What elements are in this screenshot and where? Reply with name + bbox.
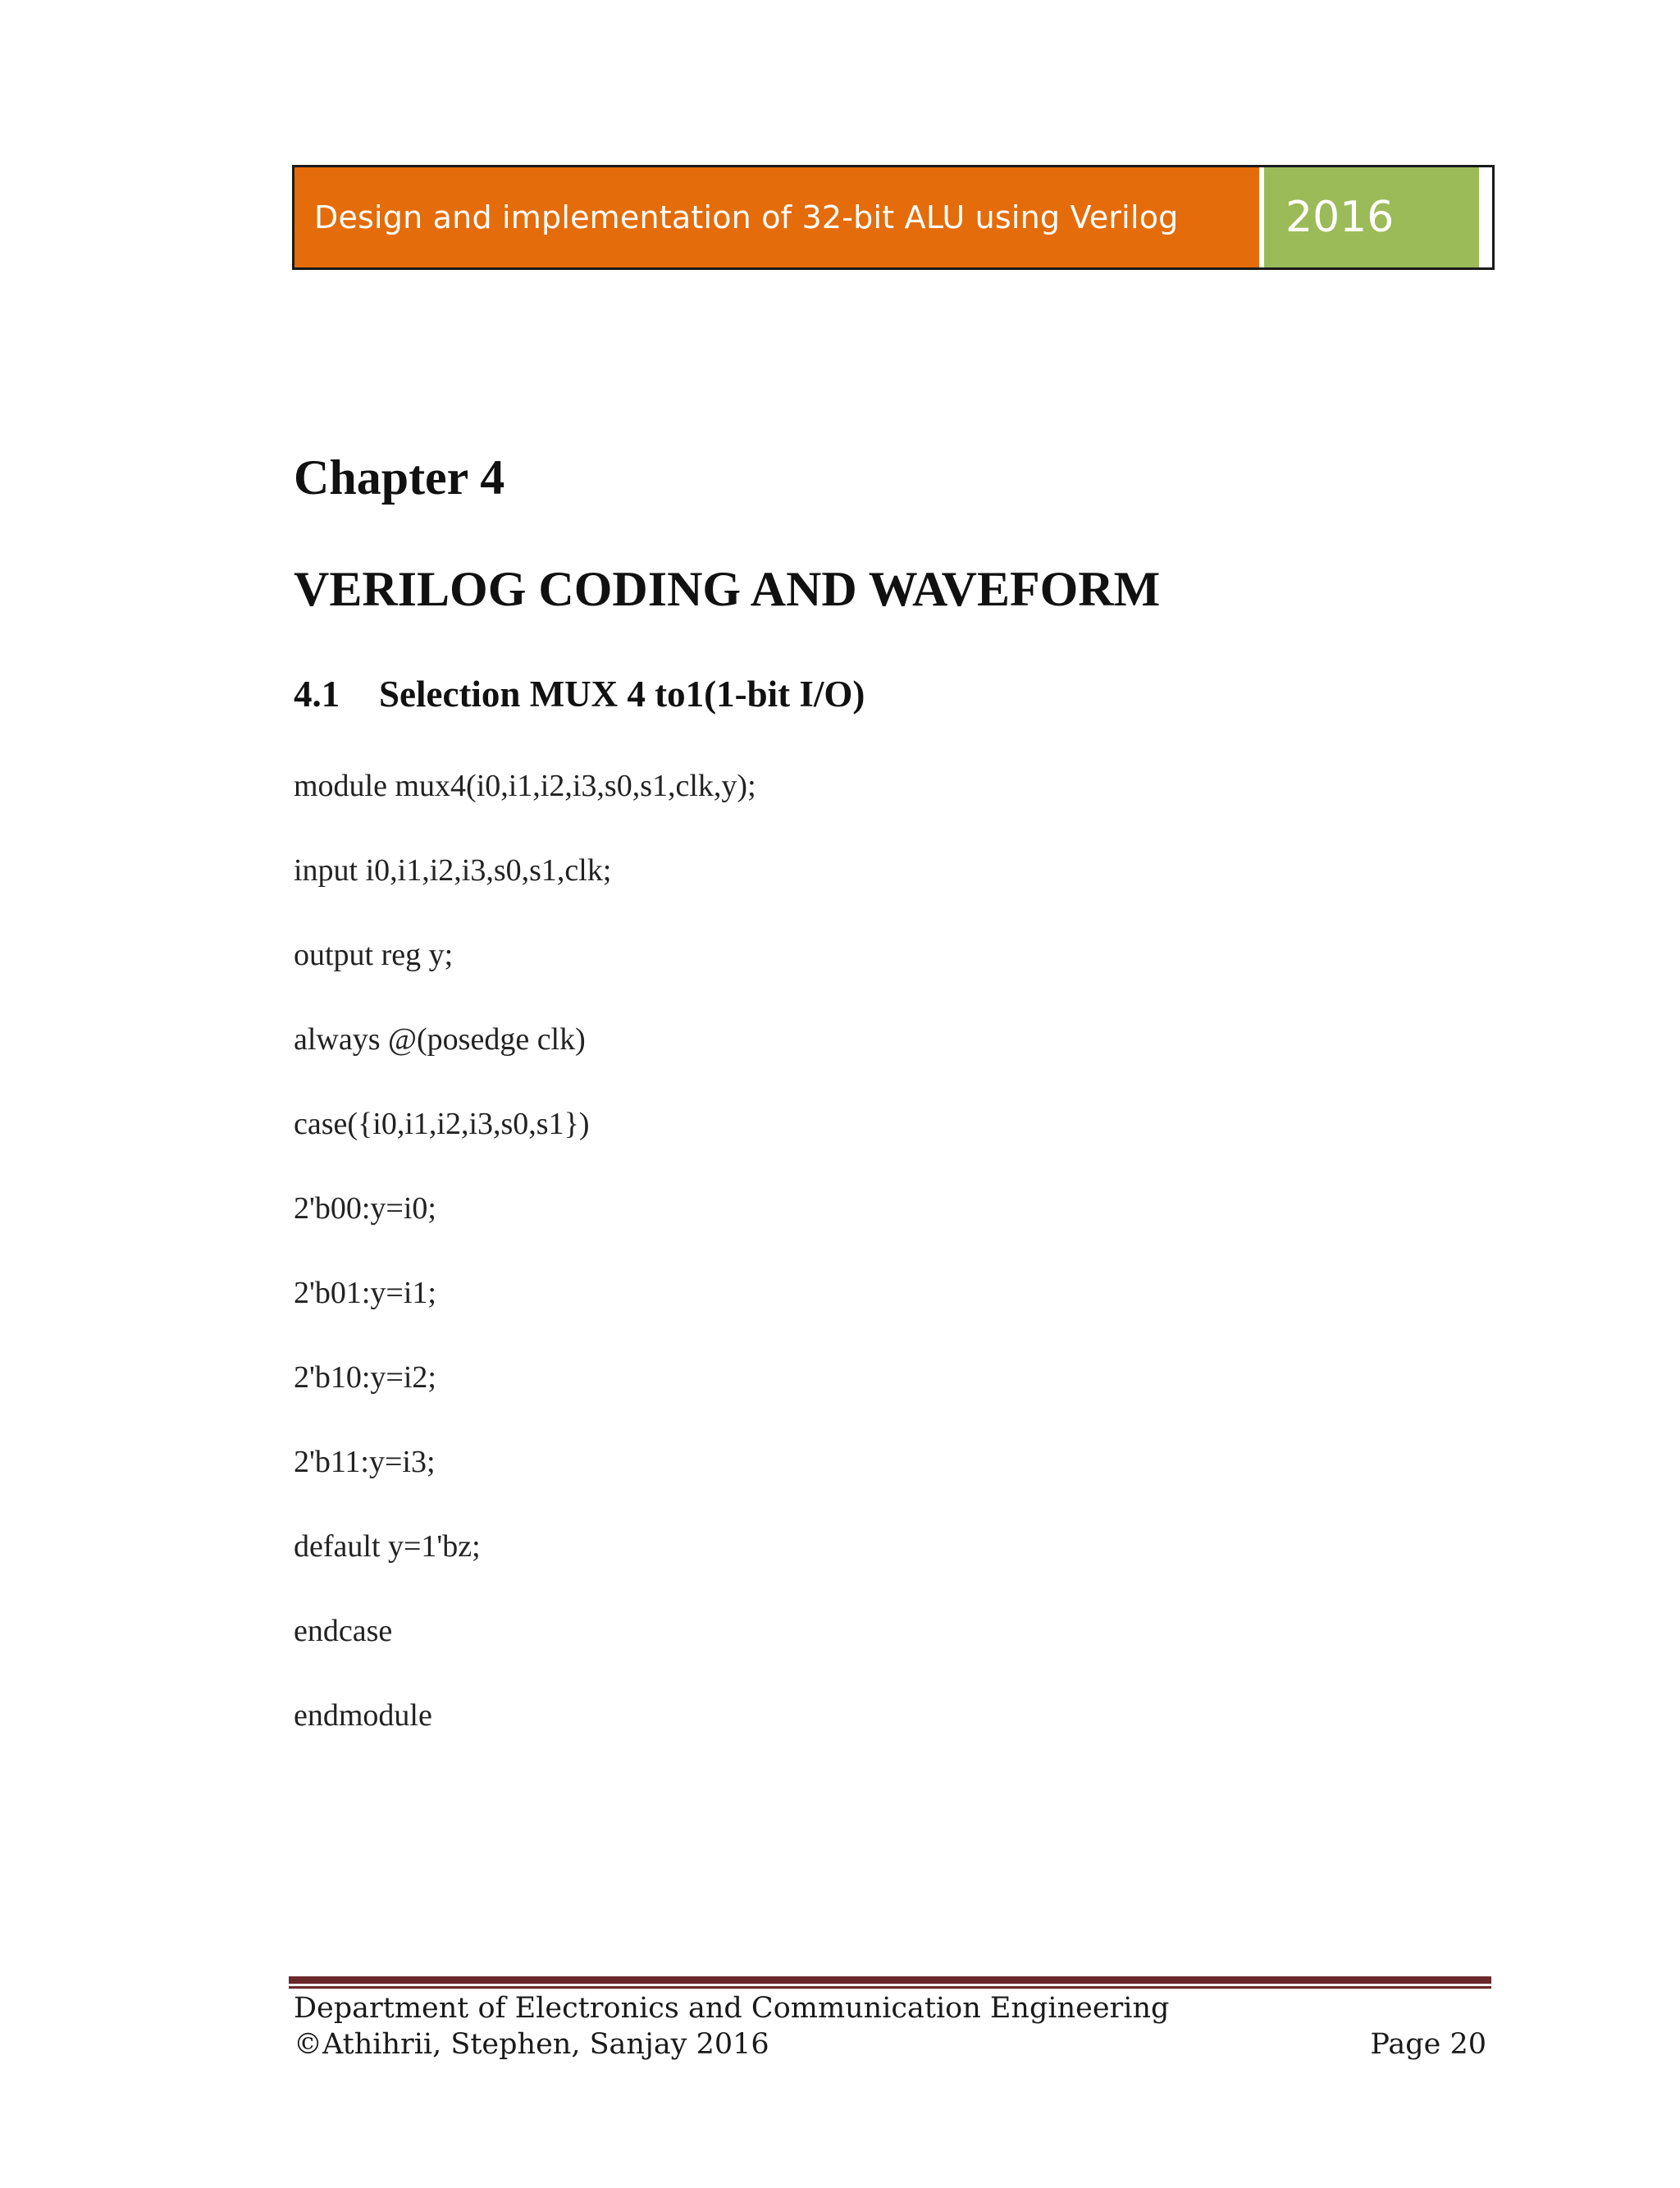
footer-department: Department of Electronics and Communication Engineering: [294, 1992, 1170, 2025]
code-line: module mux4(i0,i1,i2,i3,s0,s1,clk,y);: [294, 769, 756, 803]
code-line: default y=1'bz;: [294, 1529, 481, 1564]
footer-rule-thin: [289, 1986, 1491, 1989]
footer-rule-thick: [289, 1976, 1491, 1984]
section-title: Selection MUX 4 to1(1-bit I/O): [379, 674, 865, 715]
header-year-band: [1264, 167, 1479, 267]
header-title: Design and implementation of 32-bit ALU using Verilog: [314, 199, 1179, 235]
footer-rule: [289, 1976, 1491, 1989]
header-year: 2016: [1285, 193, 1395, 242]
chapter-title: VERILOG CODING AND WAVEFORM: [294, 562, 1161, 616]
code-line: always @(posedge clk): [294, 1022, 586, 1057]
section-number: 4.1: [294, 674, 340, 715]
code-listing: [294, 761, 756, 1775]
code-line: 2'b11:y=i3;: [294, 1445, 436, 1479]
section-heading: [294, 673, 865, 715]
header-title-band: [294, 167, 1259, 267]
code-line: input i0,i1,i2,i3,s0,s1,clk;: [294, 853, 612, 888]
code-line: endcase: [294, 1614, 393, 1648]
code-line: endmodule: [294, 1698, 432, 1733]
running-header: [292, 165, 1495, 270]
page-number: Page 20: [1370, 2028, 1486, 2061]
chapter-label: Chapter 4: [294, 450, 505, 505]
code-line: case({i0,i1,i2,i3,s0,s1}): [294, 1107, 590, 1141]
footer-copyright: ©Athihrii, Stephen, Sanjay 2016: [294, 2028, 769, 2061]
code-line: output reg y;: [294, 938, 454, 972]
code-line: 2'b00:y=i0;: [294, 1191, 436, 1226]
code-line: 2'b01:y=i1;: [294, 1276, 436, 1310]
code-line: 2'b10:y=i2;: [294, 1360, 436, 1395]
